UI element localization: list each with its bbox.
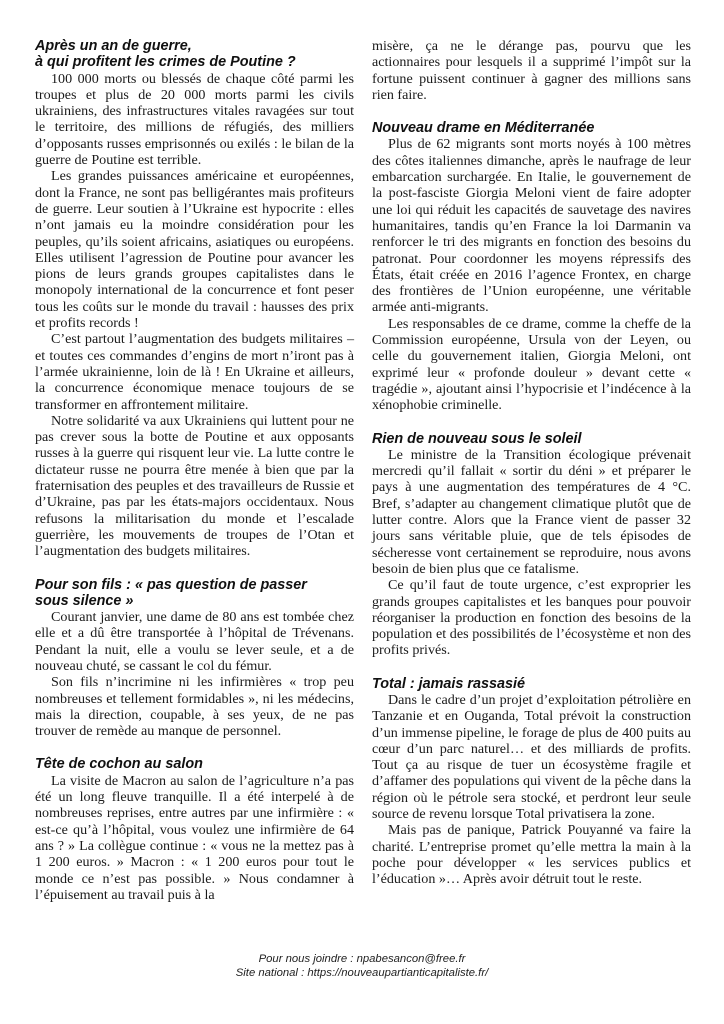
article-paragraph: Dans le cadre d’un projet d’exploitation pétrolière en Tanzanie et en Ouganda, Total prévoit la construction d’un immense pipeline, le forage de plus de 400 puits au cœur d’un parc naturel… et des milliards de profits. Tout ça au risque de tuer un écosystème fragile et d’affamer des populations qui vivent de la pêche dans la région où le pétrole sera stocké, et perdront leur seule source de revenu lorsque Total privatisera la zone. — [372, 691, 691, 823]
article-paragraph: Notre solidarité va aux Ukrainiens qui luttent pour ne pas crever sous la botte de Poutine et aux opposants russes à la guerre qui risquent leur vie. La lutte contre le dictateur russe ne pourra être menée à bien que par la fraternisation des peuples et des travailleurs de Russie et d’Ukraine, pas par les états-majors occidentaux. Nous refusons la militarisation du monde et l’escalade guerrière, les mouvements de troupes de l’Otan et l’augmentation des budgets militaires. — [35, 412, 354, 560]
article-paragraph: Le ministre de la Transition écologique prévenait mercredi qu’il fallait « sortir du déni » et préparer le pays à une augmentation des températures de 4 °C. Bref, s’adapter au changement climatique plutôt que de lutter contre. Alors que la France vient de passer 32 jours sans véritable pluie, que de tels épisodes de sécheresse vont certainement se reproduire, nous avons besoin de bien plus que ce fatalisme. — [372, 446, 691, 577]
article-title-ukraine: Après un an de guerre, à qui profitent les crimes de Poutine ? — [35, 38, 296, 71]
article-title-salon: Tête de cochon au salon — [35, 756, 203, 773]
article-continuation: misère, ça ne le dérange pas, pourvu que les actionnaires pour lesquels il a supprimé l’impôt sur la fortune puissent continuer à gagner des millions sans rien faire. — [372, 38, 691, 103]
left-column — [35, 38, 354, 903]
article-paragraph: 100 000 morts ou blessés de chaque côté parmi les troupes et plus de 20 000 morts parmi les civils ukrainiens, des infrastructures vitales ravagées sur tout le territoire, des millions de réfugiés, des milliers d’opposants russes emprisonnés ou exilés : le bilan de la guerre de Poutine est terrible. — [35, 70, 354, 169]
article-paragraph: C’est partout l’augmentation des budgets militaires – et toutes ces commandes d’engins de mort n’iront pas à l’armée ukrainienne, loin de là ! En Ukraine et ailleurs, la concurrence économique menace toujours de se transformer en affrontement militaire. — [35, 331, 354, 413]
footer-contact: Pour nous joindre : npabesancon@free.fr — [258, 953, 466, 965]
article-paragraph: Courant janvier, une dame de 80 ans est tombée chez elle et a dû être transportée à l’hôpital de Trévenans. Pendant la nuit, elle a voulu se lever seule, et a de nouveau chuté, se cassant le col du fémur. — [35, 609, 354, 674]
article-title-mediterranee: Nouveau drame en Méditerranée — [372, 120, 595, 137]
article-paragraph: Les responsables de ce drame, comme la cheffe de la Commission européenne, Ursula von der Leyen, ou celle du gouvernement italien, Giorgia Meloni, ont exprimé leur « profonde douleur » devant cette « tragédie », ajoutant ainsi l’hypocrisie et l’indécence à la xénophobie criminelle. — [372, 315, 691, 414]
footer — [0, 952, 724, 980]
article-title-son: Pour son fils : « pas question de passer sous silence » — [35, 576, 307, 609]
article-paragraph: Les grandes puissances américaine et européennes, dont la France, ne sont pas belligérantes mais profiteurs de guerre. Leur soutien à l’Ukraine est hypocrite : elles n’ont jamais eu la moindre considération pour les peuples, qu’ils soient africains, asiatiques ou européens. Elles utilisent l’agression de Poutine pour avancer les pions de leurs grands groupes capitalistes dans le monopoly international de la concurrence et font peser tous les coûts sur le monde du travail : hausses des prix et profits records ! — [35, 168, 354, 332]
article-paragraph: Plus de 62 migrants sont morts noyés à 100 mètres des côtes italiennes dimanche, après le naufrage de leur embarcation surchargée. En Italie, le gouvernement de la post-fasciste Giorgia Meloni vient de faire adopter une loi qui réduit les capacités de sauvetage des navires humanitaires, tandis qu’en France la loi Darmanin va renforcer le tri des migrants en fonction des besoins du patronat. Pour coordonner les moyens répressifs des États, était créée en 2016 l’agence Frontex, en charge des frontières de l’Union européenne, une véritable armée anti-migrants. — [372, 136, 691, 316]
article-paragraph: La visite de Macron au salon de l’agriculture n’a pas été un long fleuve tranquille. Il a été interpelé à de nombreuses reprises, entre autres par une infirmière : « est-ce qu’à l’hôpital, vous voulez une infirmière de 64 ans ? » La collègue continue : « vous ne la mettez pas à 1 200 euros. » Macron : « 1 200 euros pour tout le monde ce n’est pas possible. » Nous condamner à l’épuisement au travail puis à la — [35, 772, 354, 903]
article-title-soleil: Rien de nouveau sous le soleil — [372, 430, 582, 447]
newsletter-page — [35, 38, 691, 938]
right-column — [372, 38, 691, 888]
article-paragraph: Mais pas de panique, Patrick Pouyanné va faire la charité. L’entreprise promet qu’elle mettra la main à la poche pour développer « les services publics et l’éducation »… Après avoir détruit tout le reste. — [372, 822, 691, 888]
article-paragraph: Son fils n’incrimine ni les infirmières « trop peu nombreuses et tellement formidables », ni les médecins, mais la direction, coupable, à ses yeux, de ne pas trouver de remède au manque de personnel. — [35, 674, 354, 740]
article-paragraph: Ce qu’il faut de toute urgence, c’est exproprier les grands groupes capitalistes et les banques pour pouvoir réorganiser la production en fonction des besoins de la population et des possibilités de l’écosystème et non des profits privés. — [372, 577, 691, 659]
footer-site: Site national : https://nouveaupartianticapitaliste.fr/ — [235, 967, 489, 979]
article-title-total: Total : jamais rassasié — [372, 675, 526, 692]
